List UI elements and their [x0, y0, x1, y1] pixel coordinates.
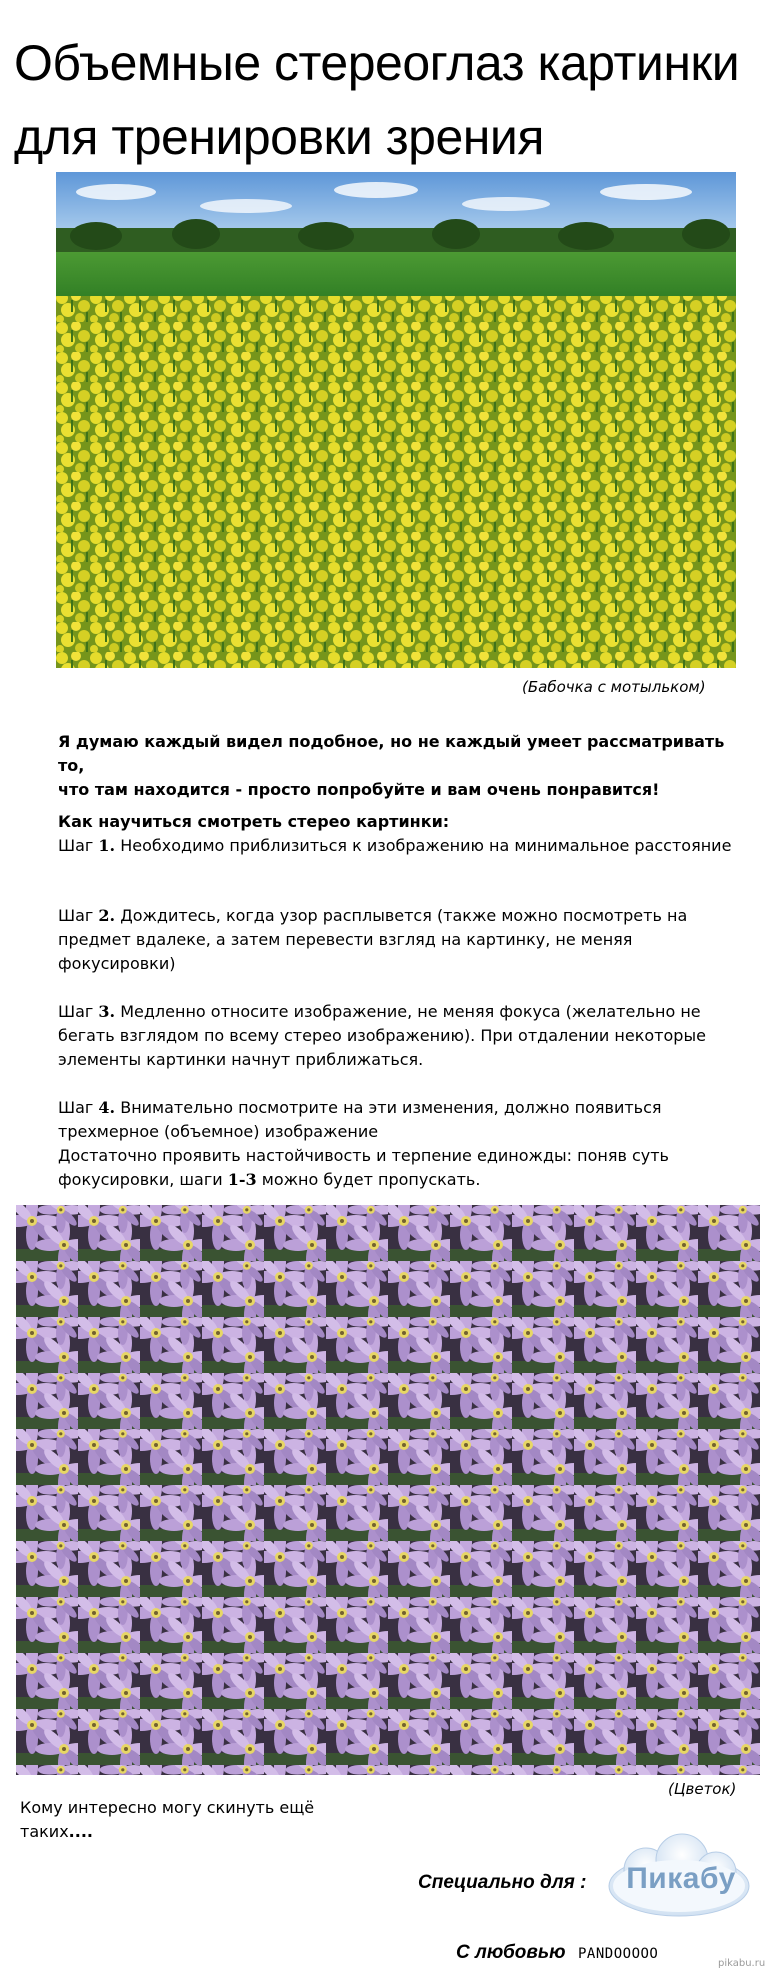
step-prefix: Шаг [58, 1002, 94, 1021]
step-1 [58, 834, 748, 858]
step-number: 4. [98, 1098, 116, 1117]
step-2 [58, 904, 748, 976]
step-text: Медленно относите изображение, не меняя фокуса (желательно не бегать взглядом по всему стерео изображению). При отдалении некоторые элементы картинки начнут приближаться. [58, 1002, 706, 1069]
intro-line-1: Я думаю каждый видел подобное, но не каждый умеет рассматривать то, [58, 732, 725, 775]
step-number: 2. [98, 906, 116, 925]
flower-stereogram-image [16, 1205, 760, 1775]
field-image-caption: (Бабочка с мотыльком) [522, 678, 706, 696]
watermark: pikabu.ru [718, 1958, 766, 1969]
step-prefix: Шаг [58, 906, 94, 925]
step-prefix: Шаг [58, 1098, 94, 1117]
step-number: 1. [98, 836, 116, 855]
special-for-label: Специально для : [418, 1872, 587, 1893]
intro-line-2: что там находится - просто попробуйте и вам очень понравится! [58, 780, 660, 799]
step-text: Необходимо приблизиться к изображению на минимальное расстояние [115, 836, 732, 855]
flower-image-caption: (Цветок) [668, 1780, 737, 1798]
closing-before: Достаточно проявить настойчивость и терпение единожды: поняв суть фокусировки, шаги [58, 1146, 669, 1189]
author-nickname: PANDOOOOO [578, 1946, 659, 1962]
step-4 [58, 1096, 748, 1144]
title-line-2: для тренировки зрения [14, 109, 544, 165]
field-stereogram-image [56, 172, 736, 668]
step-prefix: Шаг [58, 836, 94, 855]
closing-after: можно будет пропускать. [256, 1170, 481, 1189]
intro-paragraph [58, 730, 748, 802]
page-title [14, 26, 774, 174]
step-text: Дождитесь, когда узор расплывется (также можно посмотреть на предмет вдалеке, а затем перевести взгляд на картинку, не меняя фокусировки) [58, 906, 688, 973]
with-love-label: С любовью [456, 1942, 566, 1963]
title-line-1: Объемные стереоглаз картинки [14, 35, 740, 91]
step-3 [58, 1000, 748, 1072]
step-number: 3. [98, 1002, 116, 1021]
step-text: Внимательно посмотрите на эти изменения, должно появиться трехмерное (объемное) изображение [58, 1098, 662, 1141]
closing-note [58, 1144, 748, 1192]
pikabu-logo-text: Пикабу [626, 1862, 736, 1895]
more-offer-text [20, 1796, 360, 1844]
closing-range: 1-3 [227, 1170, 257, 1189]
more-text: Кому интересно могу скинуть ещё таких [20, 1798, 315, 1841]
more-dots: .... [68, 1822, 93, 1841]
howto-heading: Как научиться смотреть стерео картинки: [58, 812, 450, 831]
